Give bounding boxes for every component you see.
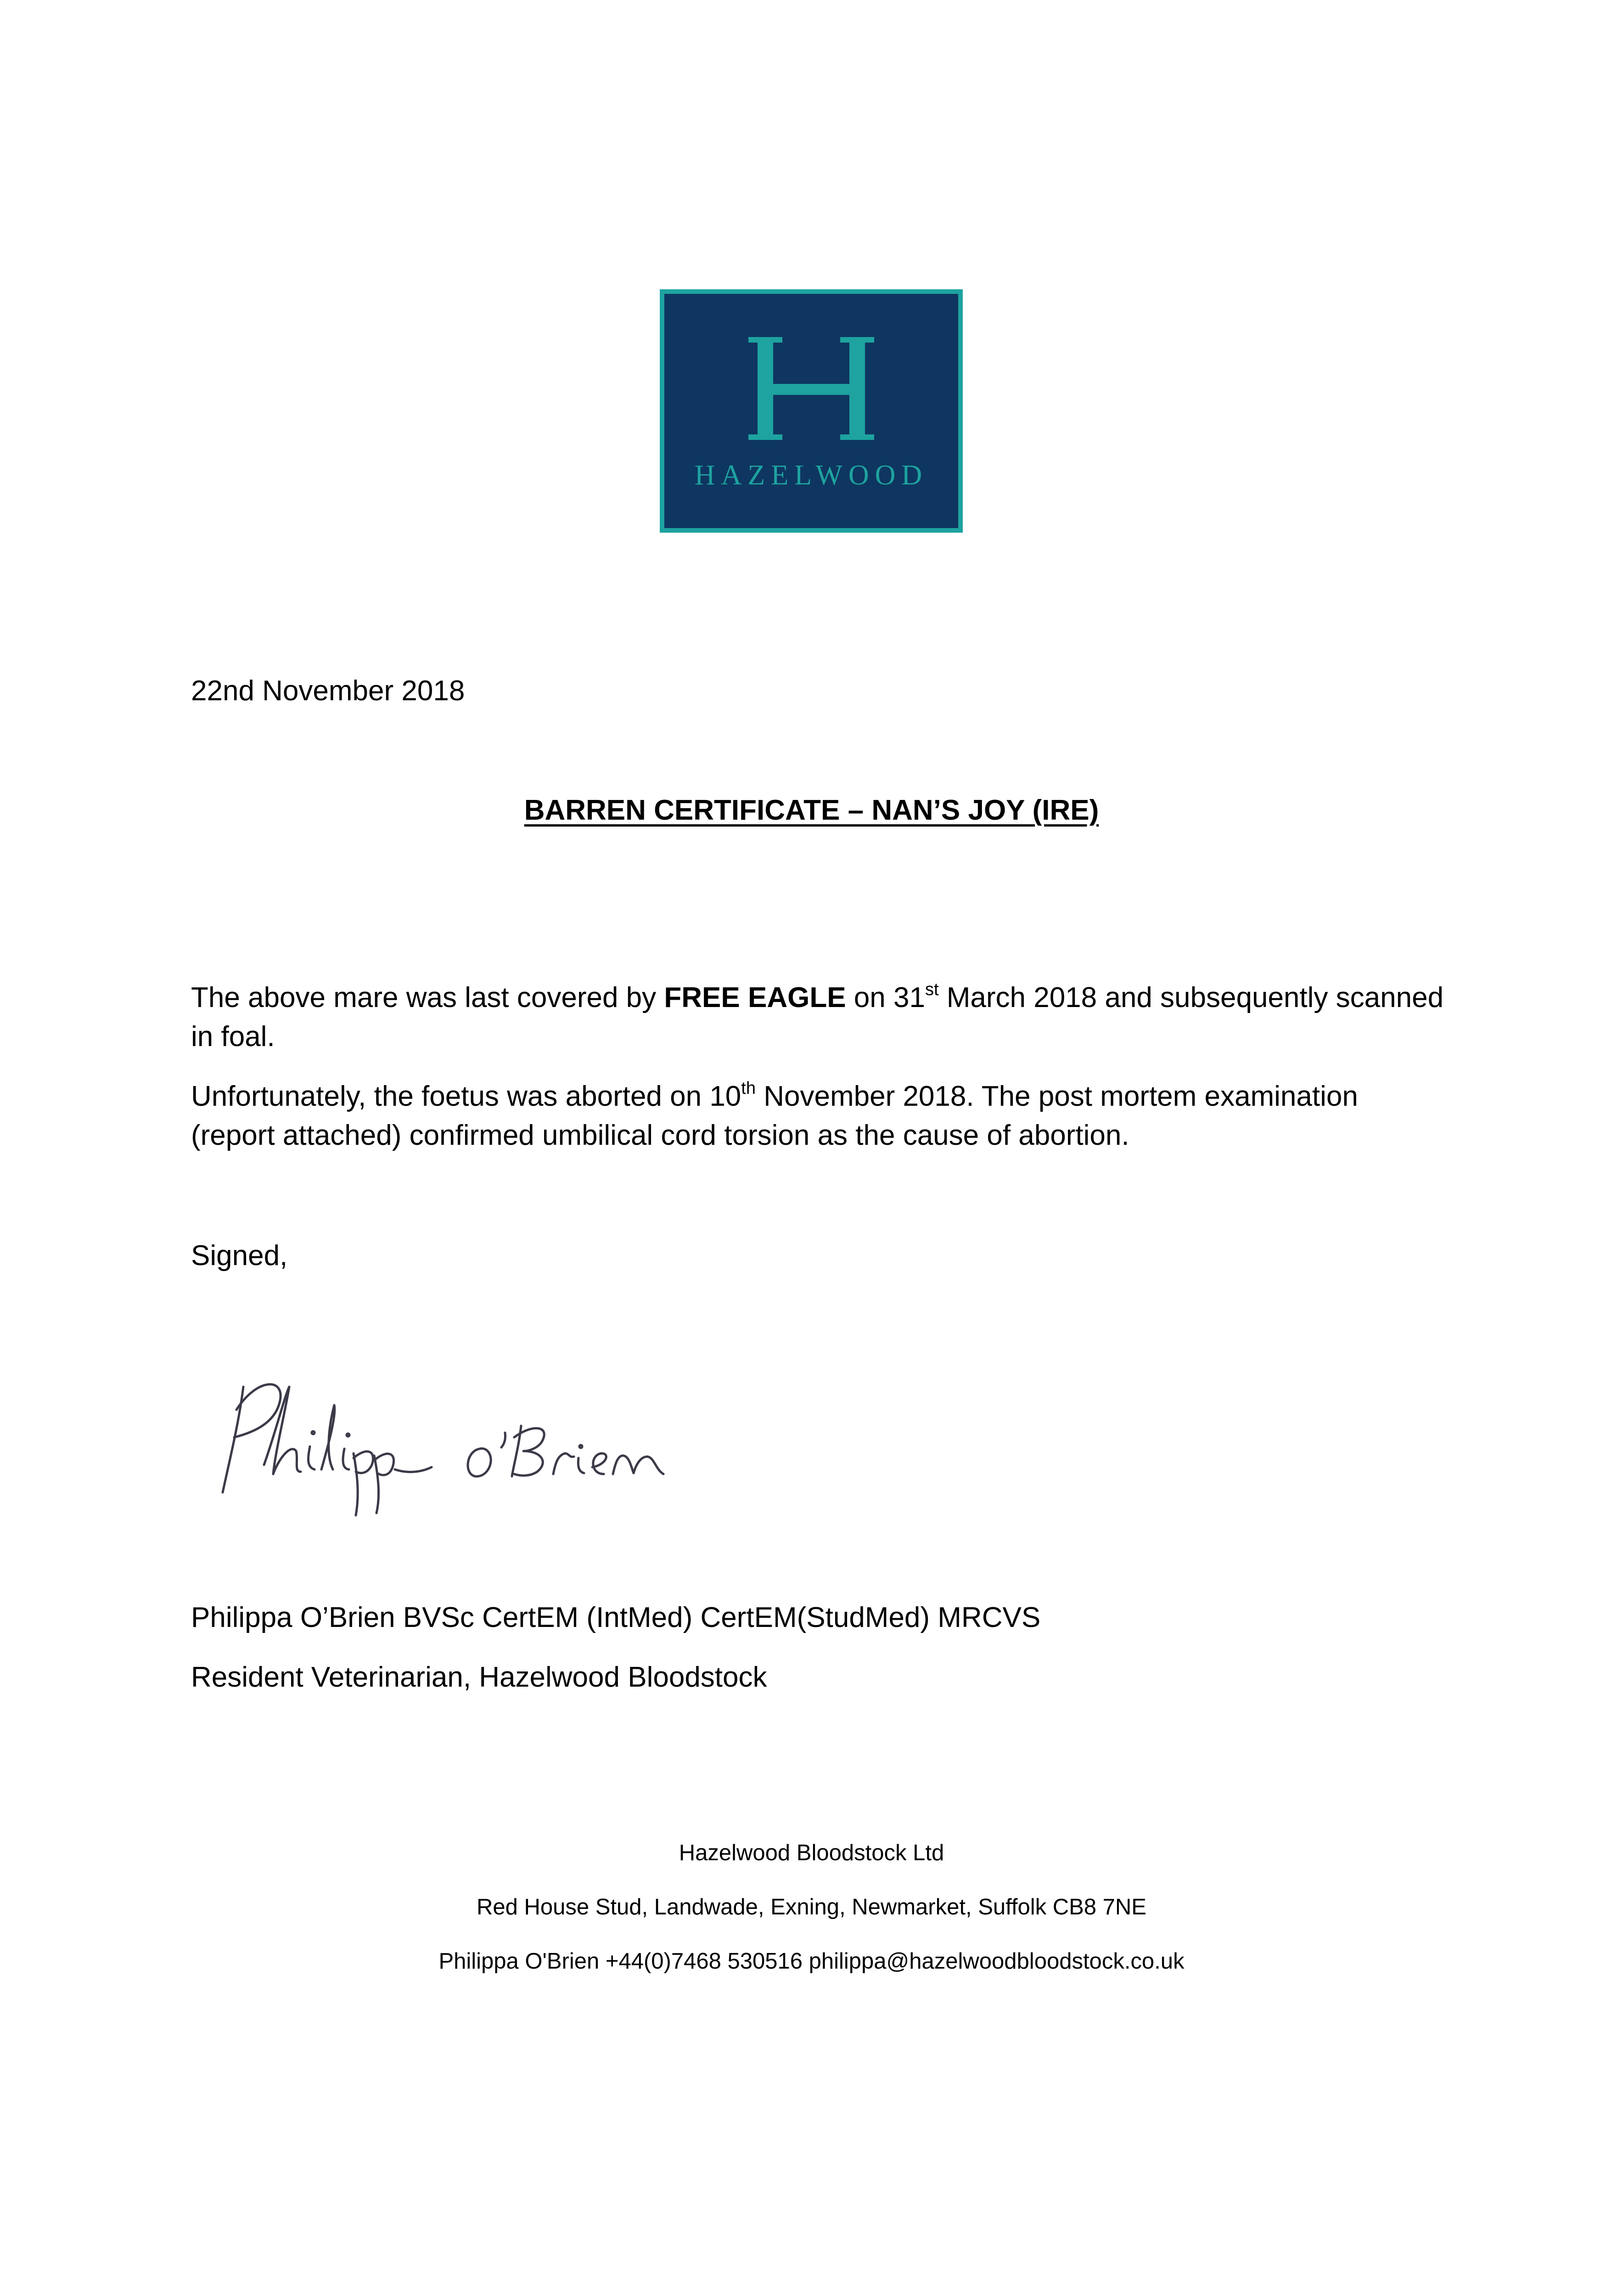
letter-date: 22nd November 2018 xyxy=(191,675,465,707)
footer-contact: Philippa O'Brien +44(0)7468 530516 philippa@hazelwoodbloodstock.co.uk xyxy=(438,1949,1185,1974)
certificate-title: BARREN CERTIFICATE – NAN’S JOY (IRE) xyxy=(524,794,1099,826)
para1-text-b: on 31 xyxy=(846,982,925,1013)
hazelwood-logo xyxy=(660,289,963,533)
para1-text-a: The above mare was last covered by xyxy=(191,982,664,1013)
para1-text-c: March 2018 and subsequently scanned xyxy=(938,982,1444,1013)
signatory-role: Resident Veterinarian, Hazelwood Bloodstock xyxy=(191,1661,767,1693)
paragraph-1-line-2: in foal. xyxy=(191,1021,275,1052)
ordinal-suffix: th xyxy=(741,1079,756,1098)
h-monogram-icon xyxy=(664,294,958,528)
signed-label: Signed, xyxy=(191,1240,288,1272)
para2-text-b: November 2018. The post mortem examination xyxy=(756,1080,1358,1112)
paragraph-2-line-1 xyxy=(191,1077,1358,1116)
handwritten-signature xyxy=(216,1359,702,1525)
footer-address: Red House Stud, Landwade, Exning, Newmarket, Suffolk CB8 7NE xyxy=(477,1895,1146,1919)
para2-text-a: Unfortunately, the foetus was aborted on 10 xyxy=(191,1080,741,1112)
signatory-name: Philippa O’Brien BVSc CertEM (IntMed) CertEM(StudMed) MRCVS xyxy=(191,1602,1041,1633)
stallion-name: FREE EAGLE xyxy=(664,982,846,1013)
logo-wordmark: HAZELWOOD xyxy=(694,460,928,491)
paragraph-2-line-2: (report attached) confirmed umbilical cord torsion as the cause of abortion. xyxy=(191,1120,1129,1151)
footer-company: Hazelwood Bloodstock Ltd xyxy=(679,1840,944,1865)
ordinal-suffix: st xyxy=(925,980,939,999)
paragraph-1-line-1 xyxy=(191,978,1443,1018)
